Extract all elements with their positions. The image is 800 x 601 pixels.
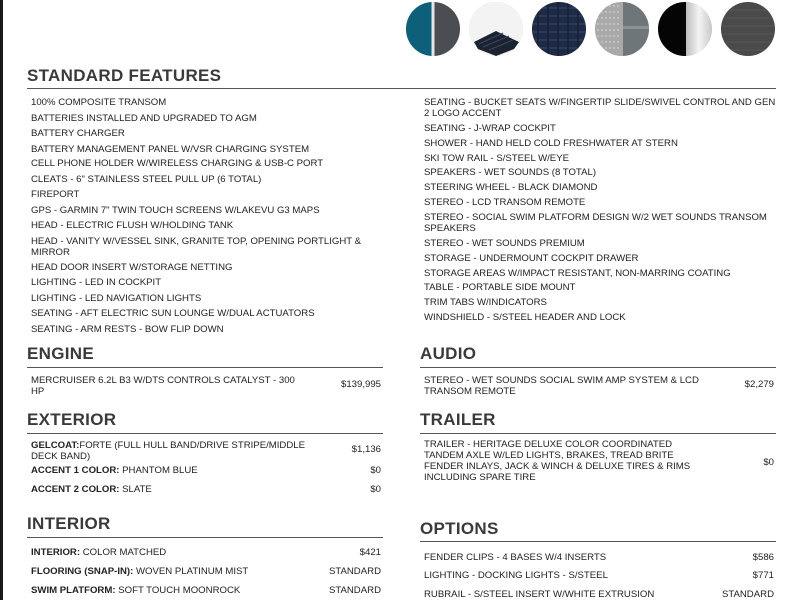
interior-label: INTERIOR:: [31, 547, 81, 558]
feature-item: SKI TOW RAIL - S/STEEL W/EYE: [424, 153, 570, 164]
feature-item: LIGHTING - LED NAVIGATION LIGHTS: [31, 293, 202, 304]
flooring-label: FLOORING (SNAP-IN):: [31, 566, 134, 577]
gelcoat-value: FORTE (FULL HULL BAND/DRIVE STRIPE/MIDDLE DECK BAND): [31, 440, 306, 462]
accent1-label: ACCENT 1 COLOR:: [31, 465, 120, 476]
feature-item: 100% COMPOSITE TRANSOM: [31, 97, 167, 108]
trailer-divider: [420, 433, 776, 434]
accent2-label: ACCENT 2 COLOR:: [31, 484, 120, 495]
page-left-border: [0, 0, 3, 600]
option-description: FENDER CLIPS - 4 BASES W/4 INSERTS: [424, 552, 607, 563]
swim-platform-value: SOFT TOUCH MOONROCK: [115, 585, 241, 596]
swatch-white-navy[interactable]: [469, 2, 523, 56]
interior-row-swim-platform: [31, 585, 381, 597]
audio-price: $2,279: [744, 379, 774, 390]
option-price: $586: [752, 552, 774, 563]
swatch-charcoal[interactable]: [721, 2, 775, 56]
option-row: [424, 552, 774, 564]
engine-row: [31, 375, 381, 399]
feature-item: CLEATS - 6" STAINLESS STEEL PULL UP (6 TOTAL): [31, 174, 262, 185]
feature-item: BATTERY CHARGER: [31, 128, 125, 139]
feature-item: TRIM TABS W/INDICATORS: [424, 297, 547, 308]
swatch-black-silver[interactable]: [658, 2, 712, 56]
accent1-value: PHANTOM BLUE: [119, 465, 198, 476]
interior-divider: [27, 537, 383, 538]
option-row: [424, 589, 774, 601]
engine-description: MERCRUISER 6.2L B3 W/DTS CONTROLS CATALYST - 300 HP: [31, 375, 295, 397]
feature-item: CELL PHONE HOLDER W/WIRELESS CHARGING & USB-C PORT: [31, 158, 324, 169]
exterior-divider: [27, 433, 383, 434]
feature-item: WINDSHIELD - S/STEEL HEADER AND LOCK: [424, 312, 626, 323]
options-title: OPTIONS: [420, 519, 499, 538]
swim-platform-label: SWIM PLATFORM:: [31, 585, 116, 596]
swatch-mist-slate[interactable]: [595, 2, 649, 56]
feature-item: LIGHTING - LED IN COCKPIT: [31, 277, 162, 288]
feature-item: STEREO - LCD TRANSOM REMOTE: [424, 197, 586, 208]
feature-item: HEAD - ELECTRIC FLUSH W/HOLDING TANK: [31, 220, 234, 231]
exterior-title: EXTERIOR: [27, 410, 117, 429]
engine-price: $139,995: [340, 379, 381, 390]
trailer-title: TRAILER: [420, 410, 496, 429]
interior-row-interior: [31, 547, 381, 559]
feature-item: FIREPORT: [31, 189, 80, 200]
feature-item: STEREO - WET SOUNDS PREMIUM: [424, 238, 585, 249]
audio-description: STEREO - WET SOUNDS SOCIAL SWIM AMP SYSTEM & LCD TRANSOM REMOTE: [424, 375, 699, 397]
option-description: LIGHTING - DOCKING LIGHTS - S/STEEL: [424, 570, 608, 581]
standard-features-left-list: [31, 97, 376, 337]
engine-title: ENGINE: [27, 344, 94, 363]
trailer-row: [424, 439, 774, 485]
standard-features-right-list: [424, 97, 779, 327]
flooring-price: STANDARD: [328, 566, 381, 577]
feature-item: STORAGE - UNDERMOUNT COCKPIT DRAWER: [424, 253, 639, 264]
option-row: [424, 570, 774, 582]
swatch-navy-weave[interactable]: [532, 2, 586, 56]
interior-value: COLOR MATCHED: [80, 547, 167, 558]
exterior-row-accent2: [31, 484, 381, 496]
trailer-price: $0: [763, 457, 774, 468]
feature-item: STEREO - SOCIAL SWIM PLATFORM DESIGN W/2 WET SOUNDS TRANSOM SPEAKERS: [424, 212, 767, 234]
audio-divider: [420, 367, 776, 368]
interior-title: INTERIOR: [27, 514, 111, 533]
feature-item: SEATING - BUCKET SEATS W/FINGERTIP SLIDE/SWIVEL CONTROL AND GEN 2 LOGO ACCENT: [424, 97, 776, 119]
feature-item: HEAD DOOR INSERT W/STORAGE NETTING: [31, 262, 233, 273]
feature-item: SHOWER - HAND HELD COLD FRESHWATER AT STERN: [424, 138, 678, 149]
option-price: STANDARD: [721, 589, 774, 600]
trailer-description: TRAILER - HERITAGE DELUXE COLOR COORDINATED TANDEM AXLE W/LED LIGHTS, BRAKES, TREAD BRITE FENDER INLAYS, JACK & WINCH & DELUXE TIRES & RIMS INCLUDING SPARE TIRE: [424, 439, 691, 483]
exterior-row-gelcoat: [31, 440, 381, 464]
feature-item: STORAGE AREAS W/IMPACT RESISTANT, NON-MARRING COATING: [424, 268, 731, 279]
feature-item: SPEAKERS - WET SOUNDS (8 TOTAL): [424, 167, 597, 178]
accent2-value: SLATE: [119, 484, 152, 495]
gelcoat-label: GELCOAT:: [31, 440, 80, 451]
interior-row-flooring: [31, 566, 381, 578]
gelcoat-price: $1,136: [351, 444, 381, 455]
options-divider: [420, 541, 776, 542]
swatch-blue-gray[interactable]: [406, 2, 460, 56]
feature-item: SEATING - AFT ELECTRIC SUN LOUNGE W/DUAL ACTUATORS: [31, 308, 315, 319]
accent1-price: $0: [370, 465, 381, 476]
feature-item: HEAD - VANITY W/VESSEL SINK, GRANITE TOP, OPENING PORTLIGHT & MIRROR: [31, 236, 361, 258]
audio-title: AUDIO: [420, 344, 477, 363]
feature-item: BATTERY MANAGEMENT PANEL W/VSR CHARGING SYSTEM: [31, 143, 310, 155]
accent2-price: $0: [370, 484, 381, 495]
flooring-value: WOVEN PLATINUM MIST: [133, 566, 249, 577]
feature-item: TABLE - PORTABLE SIDE MOUNT: [424, 282, 576, 293]
exterior-row-accent1: [31, 465, 381, 477]
feature-item: SEATING - ARM RESTS - BOW FLIP DOWN: [31, 324, 224, 335]
audio-row: [424, 375, 774, 399]
option-price: $771: [752, 570, 774, 581]
standard-features-divider: [27, 88, 776, 89]
interior-price: $421: [359, 547, 381, 558]
standard-features-title: STANDARD FEATURES: [27, 66, 222, 85]
swim-platform-price: STANDARD: [328, 585, 381, 596]
feature-item: BATTERIES INSTALLED AND UPGRADED TO AGM: [31, 112, 257, 124]
feature-item: GPS - GARMIN 7" TWIN TOUCH SCREENS W/LAKEVU G3 MAPS: [31, 205, 320, 216]
option-description: RUBRAIL - S/STEEL INSERT W/WHITE EXTRUSION: [424, 589, 655, 600]
feature-item: SEATING - J-WRAP COCKPIT: [424, 123, 556, 134]
feature-item: STEERING WHEEL - BLACK DIAMOND: [424, 182, 598, 193]
engine-divider: [27, 367, 383, 368]
